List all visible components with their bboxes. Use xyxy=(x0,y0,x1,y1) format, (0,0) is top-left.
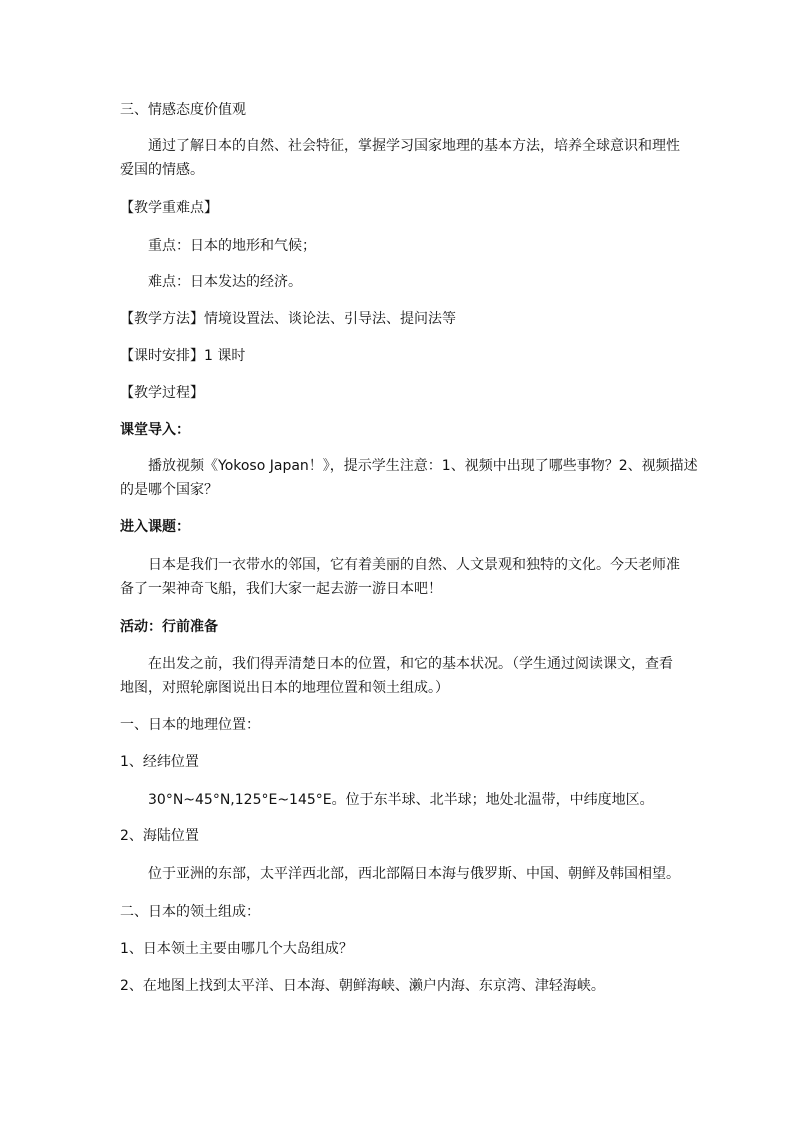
paragraph-line: 通过了解日本的自然、社会特征，掌握学习国家地理的基本方法，培养全球意识和理性 xyxy=(148,138,680,154)
question-2: 2、在地图上找到太平洋、日本海、朝鲜海峡、濑户内海、东京湾、津轻海峡。 xyxy=(120,978,605,994)
activity-heading: 活动：行前准备 xyxy=(120,619,218,635)
paragraph-line: 日本是我们一衣带水的邻国，它有着美丽的自然、人文景观和独特的文化。今天老师准 xyxy=(148,557,680,573)
key-points-heading: 【教学重难点】 xyxy=(120,200,218,216)
latlon-heading: 1、经纬位置 xyxy=(120,754,199,770)
key-point: 重点：日本的地形和气候； xyxy=(148,238,316,254)
methods: 【教学方法】情境设置法、谈论法、引导法、提问法等 xyxy=(120,311,456,327)
paragraph-line: 爱国的情感。 xyxy=(120,162,204,178)
activity-paragraph xyxy=(120,652,680,700)
paragraph-line: 地图，对照轮廓图说出日本的地理位置和领土组成。） xyxy=(120,680,449,696)
paragraph-line: 在出发之前，我们得弄清楚日本的位置，和它的基本状况。（学生通过阅读课文，查看 xyxy=(148,656,673,672)
topic-paragraph xyxy=(120,553,680,601)
sea-land-text: 位于亚洲的东部，太平洋西北部，西北部隔日本海与俄罗斯、中国、朝鲜及韩国相望。 xyxy=(148,866,680,882)
paragraph-line: 备了一架神奇飞船，我们大家一起去游一游日本吧！ xyxy=(120,581,442,597)
intro-heading: 课堂导入： xyxy=(120,422,190,438)
question-1: 1、日本领土主要由哪几个大岛组成？ xyxy=(120,941,353,957)
topic-heading: 进入课题： xyxy=(120,519,190,535)
territory-heading: 二、日本的领土组成： xyxy=(120,904,260,920)
section-3-title: 三、情感态度价值观 xyxy=(120,102,246,118)
latlon-text: 30°N~45°N,125°E~145°E。位于东半球、北半球；地处北温带，中纬度地区。 xyxy=(148,792,654,808)
geo-position-heading: 一、日本的地理位置： xyxy=(120,717,260,733)
paragraph-line: 播放视频《Yokoso Japan！》，提示学生注意：1、视频中出现了哪些事物？2、视频描述 xyxy=(148,458,698,474)
paragraph-line: 的是哪个国家？ xyxy=(120,482,218,498)
difficult-point: 难点：日本发达的经济。 xyxy=(148,274,302,290)
section-3-paragraph xyxy=(120,134,680,182)
schedule: 【课时安排】1 课时 xyxy=(120,348,246,364)
intro-paragraph xyxy=(120,454,698,502)
process-heading: 【教学过程】 xyxy=(120,385,204,401)
sea-land-heading: 2、海陆位置 xyxy=(120,828,199,844)
